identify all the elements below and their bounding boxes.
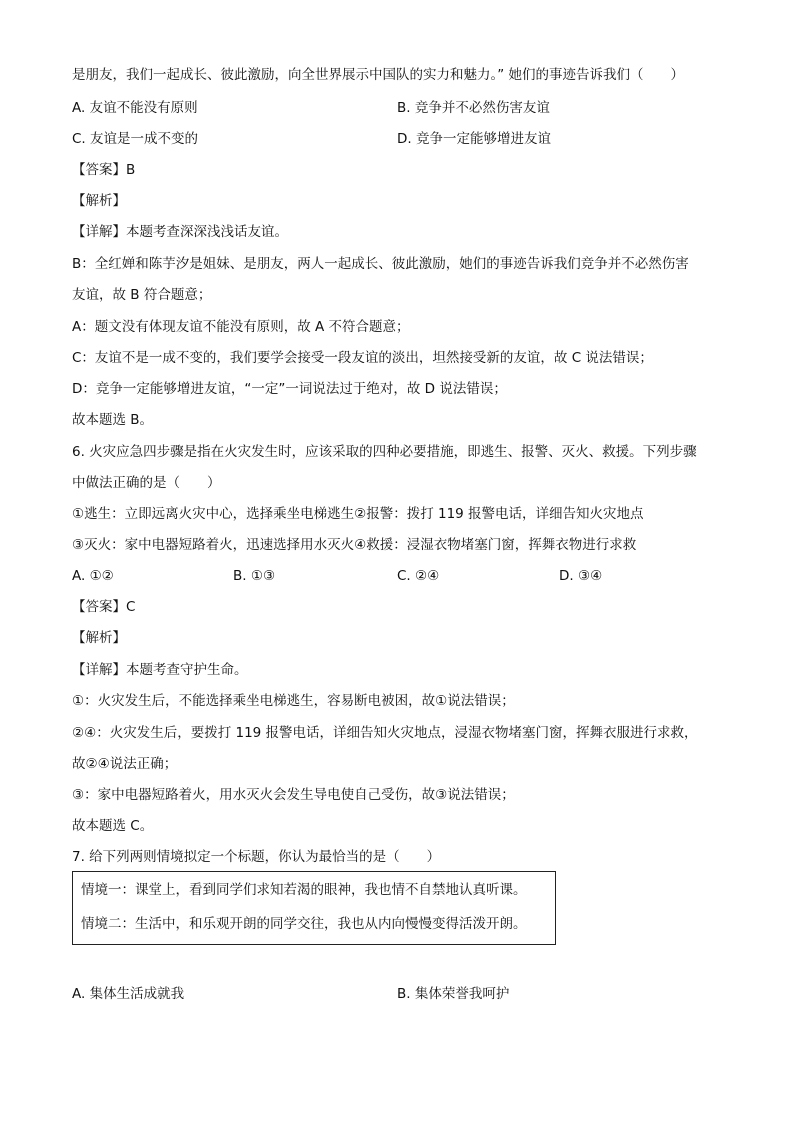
q6-explanation-24: ②④：火灾发生后，要拨打 119 报警电话，详细告知火灾地点，浸湿衣物堵塞门窗，挥舞衣服进行求救， xyxy=(72,725,698,741)
q6-items-line2: ③灭火：家中电器短路着火，迅速选择用水灭火④救援：浸湿衣物堵塞门窗，挥舞衣物进行求救 xyxy=(72,537,637,553)
q7-stem: 7. 给下列两则情境拟定一个标题，你认为最恰当的是（ ） xyxy=(72,849,441,865)
q5-option-d: D. 竞争一定能够增进友谊 xyxy=(397,131,551,147)
q6-detail: 【详解】本题考查守护生命。 xyxy=(72,662,248,678)
q5-conclusion: 故本题选 B。 xyxy=(72,412,154,428)
q6-stem-line2: 中做法正确的是（ ） xyxy=(72,475,221,491)
q6-explanation-1: ①：火灾发生后，不能选择乘坐电梯逃生，容易断电被困，故①说法错误； xyxy=(72,693,515,709)
q5-explanation-b-cont: 友谊，故 B 符合题意； xyxy=(72,287,212,303)
q6-option-d: D. ③④ xyxy=(559,568,603,584)
q5-explanation-b: B：全红婵和陈芋汐是姐妹、是朋友，两人一起成长、彼此激励，她们的事迹告诉我们竞争并不必然伤害 xyxy=(72,256,689,272)
q5-explanation-a: A：题文没有体现友谊不能没有原则，故 A 不符合题意； xyxy=(72,319,410,335)
q5-stem: 是朋友，我们一起成长、彼此激励，向全世界展示中国队的实力和魅力。” 她们的事迹告诉我们（ ） xyxy=(72,67,685,83)
q5-explanation-d: D：竞争一定能够增进友谊，“一定”一词说法过于绝对，故 D 说法错误； xyxy=(72,381,507,397)
q6-explanation-3: ③：家中电器短路着火，用水灭火会发生导电使自己受伤，故③说法错误； xyxy=(72,787,515,803)
q7-option-b: B. 集体荣誉我呵护 xyxy=(397,986,510,1002)
q5-option-b: B. 竞争并不必然伤害友谊 xyxy=(397,100,550,116)
q7-option-a: A. 集体生活成就我 xyxy=(72,986,185,1002)
q6-option-c: C. ②④ xyxy=(397,568,440,584)
q5-detail: 【详解】本题考查深深浅浅话友谊。 xyxy=(72,224,288,240)
q5-analysis-label: 【解析】 xyxy=(72,193,126,209)
q5-answer: 【答案】B xyxy=(72,162,136,178)
q6-items-line1: ①逃生：立即远离火灾中心，选择乘坐电梯逃生②报警：拨打 119 报警电话，详细告知火灾地点 xyxy=(72,506,644,522)
q6-conclusion: 故本题选 C。 xyxy=(72,818,154,834)
q7-scene-1: 情境一：课堂上，看到同学们求知若渴的眼神，我也情不自禁地认真听课。 xyxy=(81,882,527,898)
q7-scenario-box xyxy=(72,871,556,945)
q6-explanation-24-cont: 故②④说法正确； xyxy=(72,756,178,772)
q5-option-a: A. 友谊不能没有原则 xyxy=(72,100,198,116)
q6-answer: 【答案】C xyxy=(72,599,136,615)
q7-scene-2: 情境二：生活中，和乐观开朗的同学交往，我也从内向慢慢变得活泼开朗。 xyxy=(81,916,527,932)
q6-option-a: A. ①② xyxy=(72,568,114,584)
q6-analysis-label: 【解析】 xyxy=(72,630,126,646)
q5-explanation-c: C：友谊不是一成不变的，我们要学会接受一段友谊的淡出，坦然接受新的友谊，故 C 说法错误； xyxy=(72,350,653,366)
q5-option-c: C. 友谊是一成不变的 xyxy=(72,131,199,147)
q6-option-b: B. ①③ xyxy=(233,568,276,584)
q6-stem-line1: 6. 火灾应急四步骤是指在火灾发生时，应该采取的四种必要措施，即逃生、报警、灭火、救援。下列步骤 xyxy=(72,444,697,460)
